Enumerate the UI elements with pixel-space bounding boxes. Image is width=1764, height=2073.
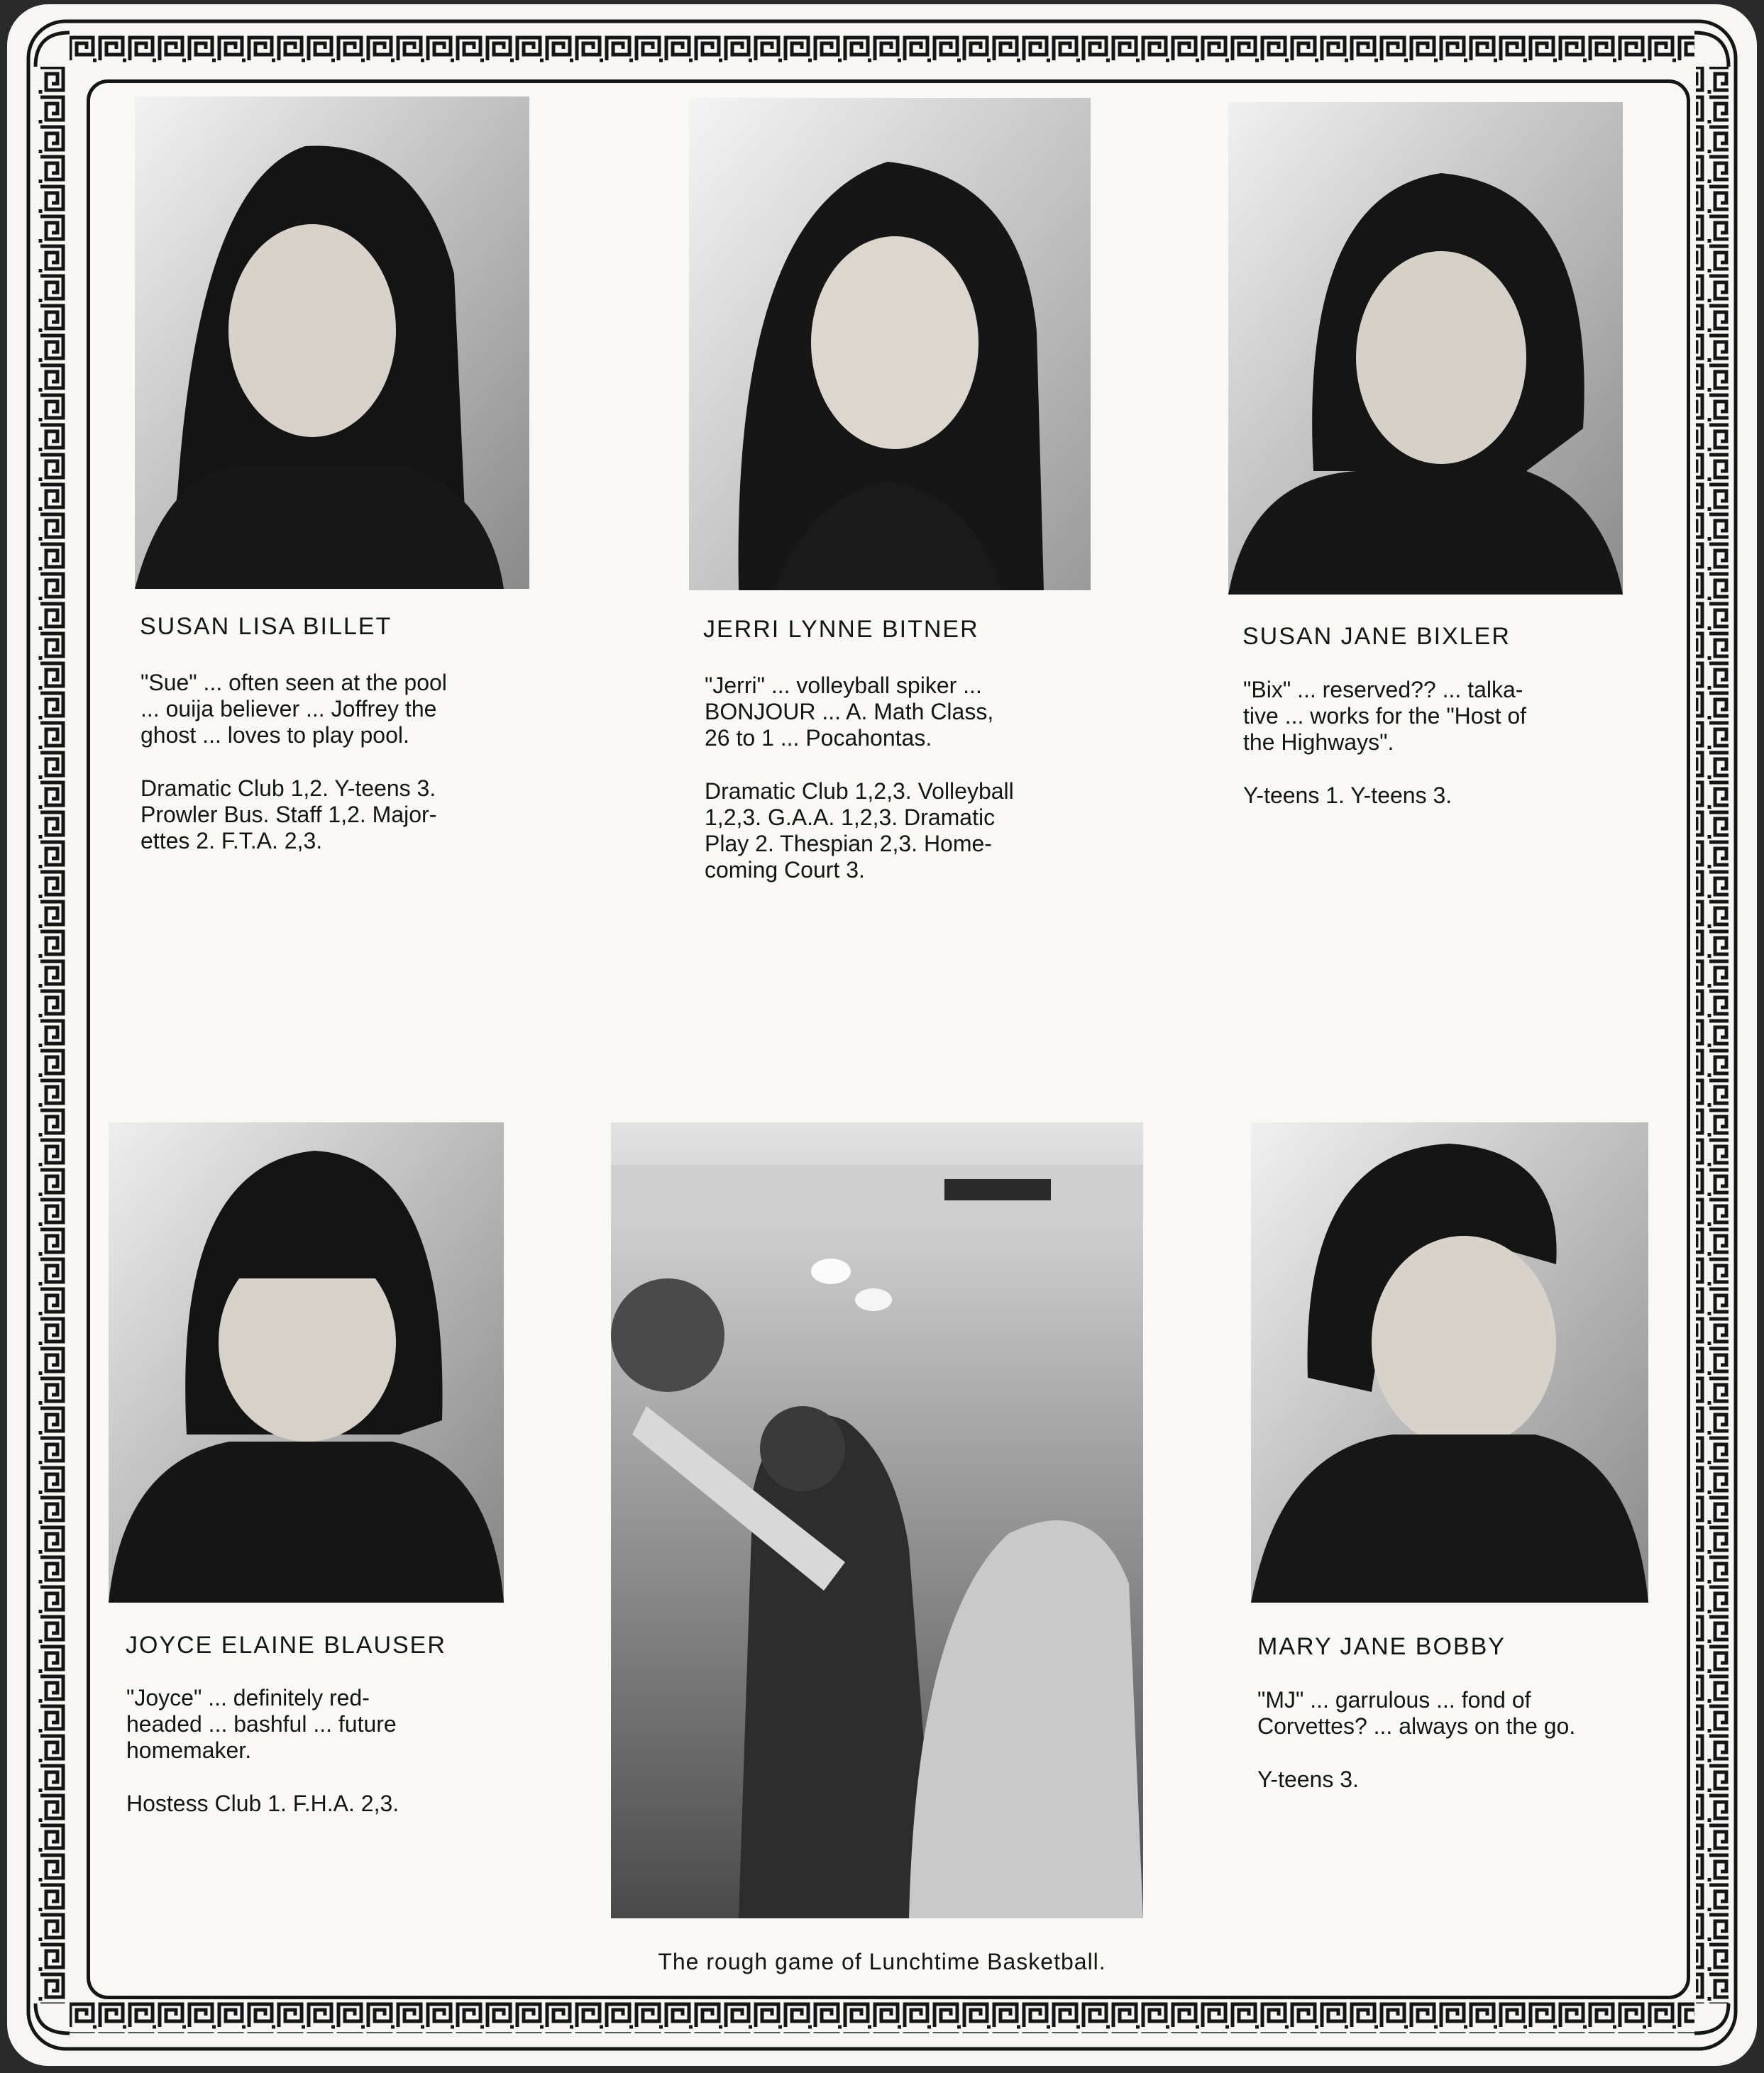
student-photo-1 — [135, 96, 529, 589]
quote-line: BONJOUR ... A. Math Class, — [705, 699, 994, 724]
quote-line: tive ... works for the "Host of — [1243, 703, 1527, 729]
activity-line: Prowler Bus. Staff 1,2. Major- — [140, 802, 437, 827]
student-name: SUSAN JANE BIXLER — [1242, 623, 1511, 650]
student-photo-5 — [1251, 1122, 1648, 1603]
student-name: MARY JANE BOBBY — [1257, 1633, 1506, 1660]
quote-line: homemaker. — [126, 1737, 252, 1763]
student-photo-3 — [1228, 102, 1623, 595]
activity-line: 1,2,3. G.A.A. 1,2,3. Dramatic — [705, 805, 996, 830]
portrait-icon — [109, 1122, 504, 1603]
activity-line: Play 2. Thespian 2,3. Home- — [705, 831, 992, 856]
portrait-icon — [1228, 102, 1623, 595]
student-bio — [1257, 1687, 1655, 1820]
quote-line: "MJ" ... garrulous ... fond of — [1257, 1687, 1531, 1713]
student-name: JERRI LYNNE BITNER — [703, 616, 979, 643]
student-name: SUSAN LISA BILLET — [140, 613, 392, 640]
portrait-icon — [689, 98, 1091, 590]
activity-line: Dramatic Club 1,2. Y-teens 3. — [140, 775, 436, 801]
quote-line: "Joyce" ... definitely red- — [126, 1685, 370, 1710]
student-bio — [705, 673, 1102, 910]
activity-line: Dramatic Club 1,2,3. Volleyball — [705, 778, 1014, 804]
basketball-candid-photo-icon — [611, 1122, 1143, 1918]
activity-line: Y-teens 3. — [1257, 1767, 1359, 1792]
quote-line: "Bix" ... reserved?? ... talka- — [1243, 677, 1523, 702]
student-photo-4 — [109, 1122, 504, 1603]
student-name: JOYCE ELAINE BLAUSER — [126, 1632, 446, 1659]
quote-line: ghost ... loves to play pool. — [140, 722, 409, 748]
quote-line: headed ... bashful ... future — [126, 1711, 397, 1737]
student-bio — [140, 670, 538, 881]
activity-line: Hostess Club 1. F.H.A. 2,3. — [126, 1791, 399, 1816]
student-photo-2 — [689, 98, 1091, 590]
activity-line: coming Court 3. — [705, 857, 865, 883]
candid-caption: The rough game of Lunchtime Basketball. — [658, 1949, 1106, 1974]
candid-photo — [611, 1122, 1143, 1918]
quote-line: 26 to 1 ... Pocahontas. — [705, 725, 932, 751]
portrait-icon — [1251, 1122, 1648, 1603]
yearbook-page — [7, 4, 1757, 2066]
quote-line: "Sue" ... often seen at the pool — [140, 670, 447, 695]
student-bio — [1243, 677, 1641, 836]
portrait-icon — [135, 96, 529, 589]
activity-line: ettes 2. F.T.A. 2,3. — [140, 828, 323, 853]
quote-line: ... ouija believer ... Joffrey the — [140, 696, 437, 722]
quote-line: "Jerri" ... volleyball spiker ... — [705, 673, 982, 698]
quote-line: the Highways". — [1243, 729, 1394, 755]
student-bio — [126, 1685, 524, 1844]
activity-line: Y-teens 1. Y-teens 3. — [1243, 783, 1452, 808]
quote-line: Corvettes? ... always on the go. — [1257, 1713, 1576, 1739]
